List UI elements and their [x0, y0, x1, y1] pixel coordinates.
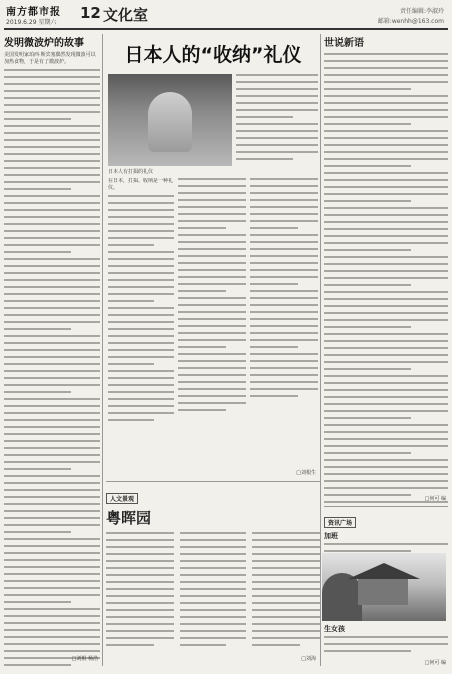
right-column-byline: □何可 编 [424, 496, 446, 502]
editor-credit: 责任编辑:李淑玲 [399, 8, 444, 15]
left-article-body [4, 69, 100, 666]
right-column [324, 34, 448, 504]
left-article-headline: 发明微波炉的故事 [4, 38, 84, 49]
info-item2-title: 生女孩 [324, 625, 345, 633]
column-divider [102, 34, 103, 666]
bottom-feature-headline: 粤晖园 [106, 509, 152, 527]
main-feature-byline: □刘根生 [296, 470, 316, 476]
bottom-feature-byline: □刘海 [301, 656, 316, 662]
info-byline: □何可 编 [424, 660, 446, 666]
newspaper-logo: 南方都市报 [6, 7, 61, 18]
bottom-feature-label: 人文景观 [106, 493, 138, 504]
info-square [324, 510, 448, 554]
info-square-label: 资讯广场 [324, 517, 356, 528]
main-headline-block [106, 34, 320, 74]
right-column-rule [324, 506, 448, 507]
feature-bottom-rule [106, 481, 320, 482]
header-rule [4, 28, 448, 30]
left-article-byline: □刘根 杨浩 [71, 656, 98, 662]
right-column-headline: 世说新语 [324, 38, 364, 49]
left-article [4, 34, 100, 666]
left-article-lede: 美国发明家珀西·斯宾塞偶然发现微波可以加热食物，于是有了微波炉。 [4, 52, 96, 65]
tree-shape [322, 573, 362, 621]
editor-email: 邮箱:wenhh@163.com [377, 18, 444, 25]
main-feature-lead: 在日本，打揖、收纳是一种礼仪。 [108, 178, 174, 191]
pavilion-body [358, 579, 408, 605]
main-photo-caption: 日本人有打揖的礼仪 [108, 169, 154, 175]
main-feature-col-1 [108, 178, 174, 478]
page-number: 12 [80, 4, 101, 22]
bottom-feature [106, 486, 320, 666]
pavilion-roof [348, 563, 420, 579]
main-feature-photo [108, 74, 232, 166]
column-divider-right [320, 34, 321, 666]
section-title: 文化室 [103, 6, 149, 24]
main-feature-col-3 [250, 178, 318, 478]
masthead [0, 0, 452, 30]
info-item1-title: 加班 [324, 532, 338, 540]
main-feature-col-2 [178, 178, 246, 478]
info-item2 [324, 624, 448, 668]
main-feature-headline: 日本人的“收纳”礼仪 [124, 44, 302, 66]
praying-hands-illustration [148, 92, 192, 152]
main-feature-text-top [236, 74, 318, 174]
issue-date: 2019.6.29 星期六 [6, 19, 57, 26]
garden-photo [322, 553, 446, 621]
